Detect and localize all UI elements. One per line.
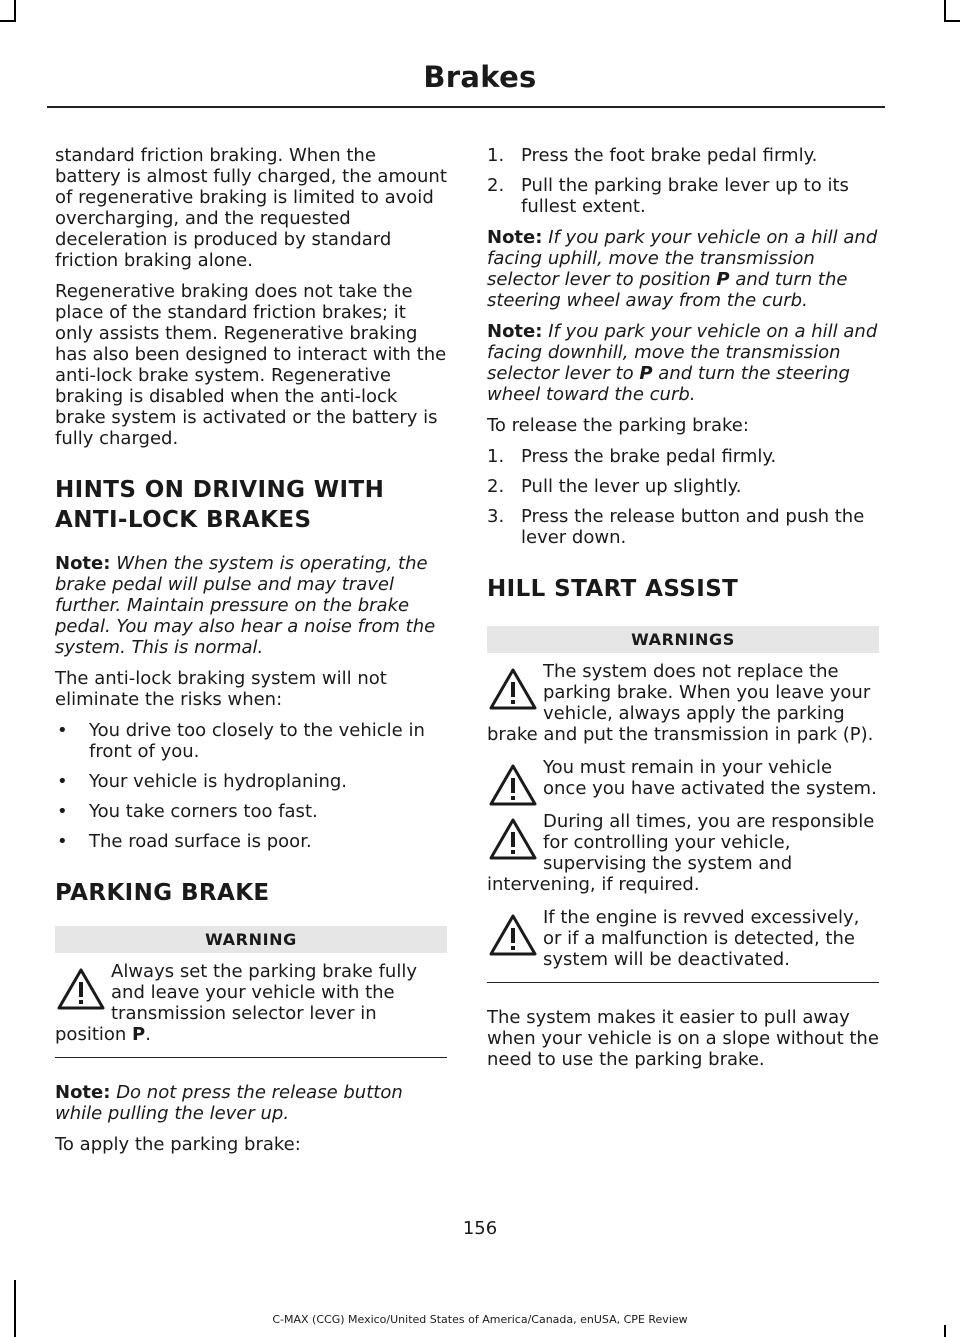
step-text: Press the foot brake pedal firmly. [521,145,818,166]
note [55,553,447,658]
crop-mark [14,1280,16,1337]
bullet: • [57,831,68,852]
list-item-text: You take corners too fast. [89,801,318,822]
warning-end: . [145,1024,151,1045]
list-item [487,446,879,467]
section-heading-hill-start-assist: HILL START ASSIST [487,576,739,602]
note-label: Note: [487,227,543,248]
bullet: • [57,801,68,822]
page-number: 156 [462,1218,498,1239]
bullet: • [57,771,68,792]
note [55,1082,447,1124]
right-column [487,145,879,1080]
crop-mark [944,20,960,22]
apply-steps [487,145,879,217]
step-number: 1. [487,145,505,166]
warning-text: You must remain in your vehicle once you have activated the system. [543,757,877,799]
warning-rule [487,982,879,983]
list-item [487,506,879,548]
list-item [55,771,447,792]
footer-text: C-MAX (CCG) Mexico/United States of America/Canada, enUSA, CPE Review [272,1313,688,1326]
crop-mark [14,0,16,22]
heading-line: HINTS ON DRIVING WITH [55,477,385,503]
bullet: • [57,720,68,741]
note-text: When the system is operating, the brake pedal will pulse and may travel further. Maintain pressure on the brake pedal. You may also hear a noise from the system. This is normal. [55,553,436,658]
warning-item [55,961,447,1045]
step-text: Press the release button and push the lever down. [521,506,865,548]
note-label: Note: [55,1082,111,1103]
warning-item [487,661,879,745]
list-item [55,831,447,852]
risks-intro: The anti-lock braking system will not eliminate the risks when: [55,668,387,710]
heading-line: ANTI-LOCK BRAKES [55,507,312,533]
step-text: Pull the parking brake lever up to its fullest extent. [521,175,849,217]
warning-item [487,907,879,970]
warning-bold: P [132,1024,146,1045]
header-rule [47,106,885,108]
risk-list [55,720,447,852]
note-bold: P [639,363,653,384]
warning-text: The system does not replace the parking brake. When you leave your vehicle, always apply the parking brake and put the transmission in park (P). [487,661,874,745]
warning-triangle-icon [487,664,539,714]
warning-text: Always set the parking brake fully and leave your vehicle with the transmission selector lever in position [55,961,417,1045]
note-text: and turn the steering wheel toward the curb. [487,363,850,405]
list-item-text: You drive too closely to the vehicle in front of you. [89,720,425,762]
step-number: 1. [487,446,505,467]
warning-triangle-icon [487,910,539,960]
crop-mark [944,1325,946,1337]
warning-triangle-icon [487,814,539,864]
crop-mark [0,20,16,22]
warnings-bar: WARNINGS [487,626,879,653]
step-number: 2. [487,476,505,497]
list-item [487,145,879,166]
list-item-text: The road surface is poor. [89,831,312,852]
note [487,321,879,405]
warning-rule [55,1057,447,1058]
warning-text: If the engine is revved excessively, or if a malfunction is detected, the system will be deactivated. [543,907,860,970]
note-label: Note: [55,553,111,574]
note-label: Note: [487,321,543,342]
section-heading-hints [55,475,447,535]
warning-text: During all times, you are responsible for controlling your vehicle, supervising the system and intervening, if required. [487,811,875,895]
list-item [487,476,879,497]
list-item [487,175,879,217]
warning-item [487,811,879,895]
release-steps [487,446,879,548]
step-number: 3. [487,506,505,527]
warning-triangle-icon [487,760,539,810]
step-number: 2. [487,175,505,196]
left-column [55,145,447,1165]
note-text: and turn the steering wheel away from the curb. [487,269,848,311]
note-text: Do not press the release button while pulling the lever up. [55,1082,403,1124]
apply-intro: To apply the parking brake: [55,1134,301,1155]
note-bold: P [716,269,730,290]
step-text: Press the brake pedal firmly. [521,446,777,467]
list-item-text: Your vehicle is hydroplaning. [89,771,348,792]
release-intro: To release the parking brake: [487,415,749,436]
note-text: If you park your vehicle on a hill and facing downhill, move the transmission selector lever to [487,321,878,384]
hsa-paragraph: The system makes it easier to pull away when your vehicle is on a slope without the need to use the parking brake. [487,1007,879,1070]
crop-mark [944,0,946,22]
warning-bar: WARNING [55,926,447,953]
section-heading-parking-brake: PARKING BRAKE [55,880,270,906]
step-text: Pull the lever up slightly. [521,476,742,497]
note [487,227,879,311]
page-title: Brakes [423,60,537,94]
regen-paragraph: Regenerative braking does not take the place of the standard friction brakes; it only assists them. Regenerative braking has also been designed to interact with the anti-lock brake system. Regenerative braking is disabled when the anti-lock brake system is activated or the battery is fully charged. [55,281,447,449]
note-text: If you park your vehicle on a hill and facing uphill, move the transmission selector lever to position [487,227,878,290]
warning-triangle-icon [55,964,107,1014]
intro-paragraph: standard friction braking. When the battery is almost fully charged, the amount of regenerative braking is limited to avoid overcharging, and the requested deceleration is produced by standard friction braking alone. [55,145,447,271]
list-item [55,720,447,762]
list-item [55,801,447,822]
warning-item [487,757,879,799]
